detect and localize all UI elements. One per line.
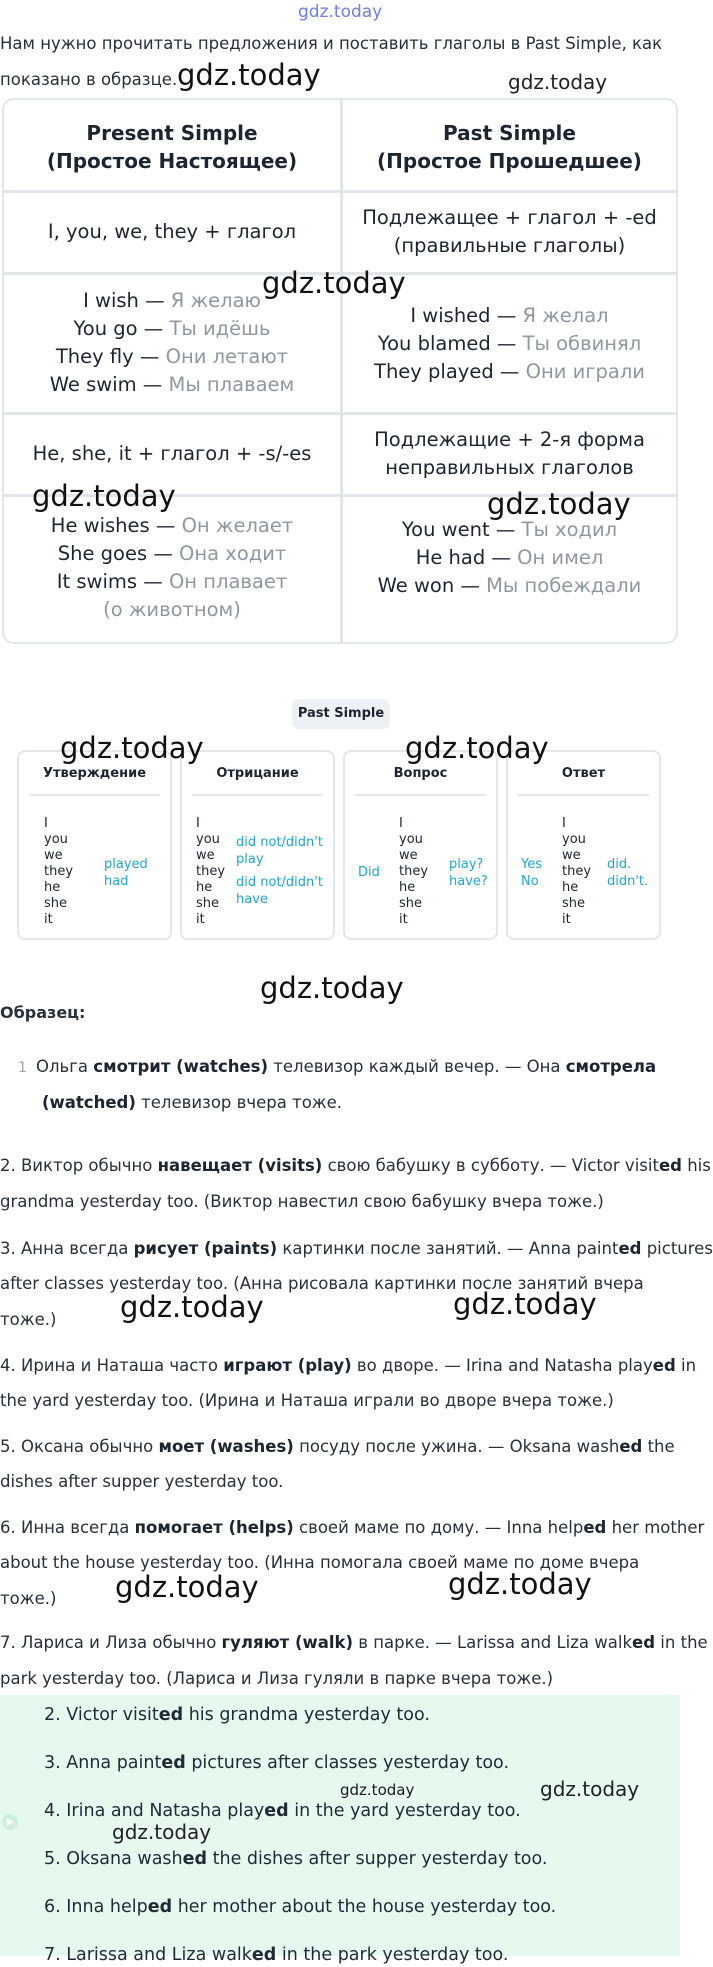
sample-label: Образец: [0, 1003, 86, 1022]
examples-past-irregular: You went — Ты ходил He had — Он имел We won — Мы побеждали [377, 518, 642, 597]
examples-past-regular: I wished — Я желал You blamed — Ты обвинял They played — Они играли [374, 304, 645, 383]
watermark: gdz.today [340, 1781, 415, 1799]
watermark: gdz.today [260, 971, 404, 1005]
answer-line: 7. Larissa and Liza walked in the park yesterday too. [44, 1945, 509, 1965]
watermark: gdz.today [540, 1777, 640, 1801]
sample-number: 1 [18, 1060, 27, 1076]
watermark: gdz.today [120, 1290, 264, 1324]
header-past-simple: Past Simple (Простое Прошедшее) [377, 121, 642, 173]
exercise-item-cont: dishes after supper yesterday too. [0, 1472, 284, 1491]
answer-line: 6. Inna helped her mother about the house yesterday too. [44, 1897, 557, 1917]
rule-present-plural: I, you, we, they + глагол [47, 220, 297, 243]
exercise-item-cont: about the house yesterday too. (Инна помогала своей маме по доме вчера [0, 1553, 640, 1572]
card-affirmative: Утверждение I you we they he she it played had [17, 750, 172, 940]
exercise-item-cont: grandma yesterday too. (Виктор навестил свою бабушку вчера тоже.) [0, 1192, 604, 1211]
sample-line-2: (watched) телевизор вчера тоже. [42, 1093, 343, 1112]
watermark: gdz.today [448, 1567, 592, 1601]
watermark: gdz.today [60, 731, 204, 765]
examples-present-plural: I wish — Я желаю You go — Ты идёшь They fly — Они летают We swim — Мы плаваем [49, 289, 295, 396]
watermark: gdz.today [453, 1287, 597, 1321]
rule-present-third-person: He, she, it + глагол + -s/-es [32, 442, 312, 465]
rule-past-regular: Подлежащее + глагол + -ed (правильные глаголы) [362, 206, 657, 257]
exercise-item: 2. Виктор обычно навещает (visits) свою бабушку в субботу. — Victor visited his [0, 1156, 711, 1175]
table-divider [4, 412, 676, 415]
watermark: gdz.today [405, 731, 549, 765]
play-icon[interactable] [2, 1814, 18, 1830]
exercise-item: 7. Лариса и Лиза обычно гуляют (walk) в парке. — Larissa and Liza walked in the [0, 1633, 708, 1652]
exercise-item: 4. Ирина и Наташа часто играют (play) во дворе. — Irina and Natasha played in [0, 1356, 697, 1375]
exercise-item: 3. Анна всегда рисует (paints) картинки после занятий. — Anna painted pictures [0, 1239, 713, 1258]
watermark: gdz.today [508, 70, 608, 94]
exercise-item-cont: тоже.) [0, 1310, 57, 1329]
answer-line: 2. Victor visited his grandma yesterday too. [44, 1705, 430, 1725]
exercise-item-cont: park yesterday too. (Лариса и Лиза гуляли в парке вчера тоже.) [0, 1669, 554, 1688]
site-logo[interactable]: gdz.today [298, 2, 383, 22]
exercise-item: 5. Оксана обычно моет (washes) посуду после ужина. — Oksana washed the [0, 1437, 675, 1456]
grammar-table [2, 98, 678, 644]
answer-line: 4. Irina and Natasha played in the yard yesterday too. [44, 1801, 521, 1821]
sample-line-1: Ольга смотрит (watches) телевизор каждый вечер. — Она смотрела [36, 1057, 657, 1076]
header-present-simple: Present Simple (Простое Настоящее) [46, 121, 298, 173]
answer-line: 5. Oksana washed the dishes after supper yesterday too. [44, 1849, 548, 1869]
examples-present-third-person: He wishes — Он желает She goes — Она ходит It swims — Он плавает (о животном) [50, 514, 294, 621]
intro-line-2: показано в образце. [0, 70, 178, 89]
exercise-item-cont: the yard yesterday too. (Ирина и Наташа играли во дворе вчера тоже.) [0, 1391, 614, 1410]
exercise-item: 6. Инна всегда помогает (helps) своей маме по дому. — Inna helped her mother [0, 1518, 705, 1537]
exercise-item-cont: тоже.) [0, 1589, 57, 1608]
card-negative: Отрицание I you we they he she it did not/didn't play did not/didn't have [180, 750, 335, 940]
past-simple-tag: Past Simple [292, 699, 390, 729]
answer-line: 3. Anna painted pictures after classes yesterday too. [44, 1753, 510, 1773]
exercise-item-cont: after classes yesterday too. (Анна рисовала картинки после занятий вчера [0, 1274, 644, 1293]
watermark: gdz.today [262, 266, 406, 300]
card-question: Вопрос Did I you we they he she it play? have? [343, 750, 498, 940]
watermark: gdz.today [32, 479, 176, 513]
watermark: gdz.today [112, 1820, 212, 1844]
answers-panel [0, 1695, 680, 1965]
watermark: gdz.today [487, 487, 631, 521]
intro-line-1: Нам нужно прочитать предложения и поставить глаголы в Past Simple, как [0, 34, 663, 53]
rule-past-irregular: Подлежащие + 2-я форма неправильных глаголов [374, 428, 645, 479]
watermark: gdz.today [115, 1570, 259, 1604]
table-divider [4, 190, 676, 193]
card-answer: Ответ Yes No I you we they he she it did. didn't. [506, 750, 661, 940]
watermark: gdz.today [177, 58, 321, 92]
